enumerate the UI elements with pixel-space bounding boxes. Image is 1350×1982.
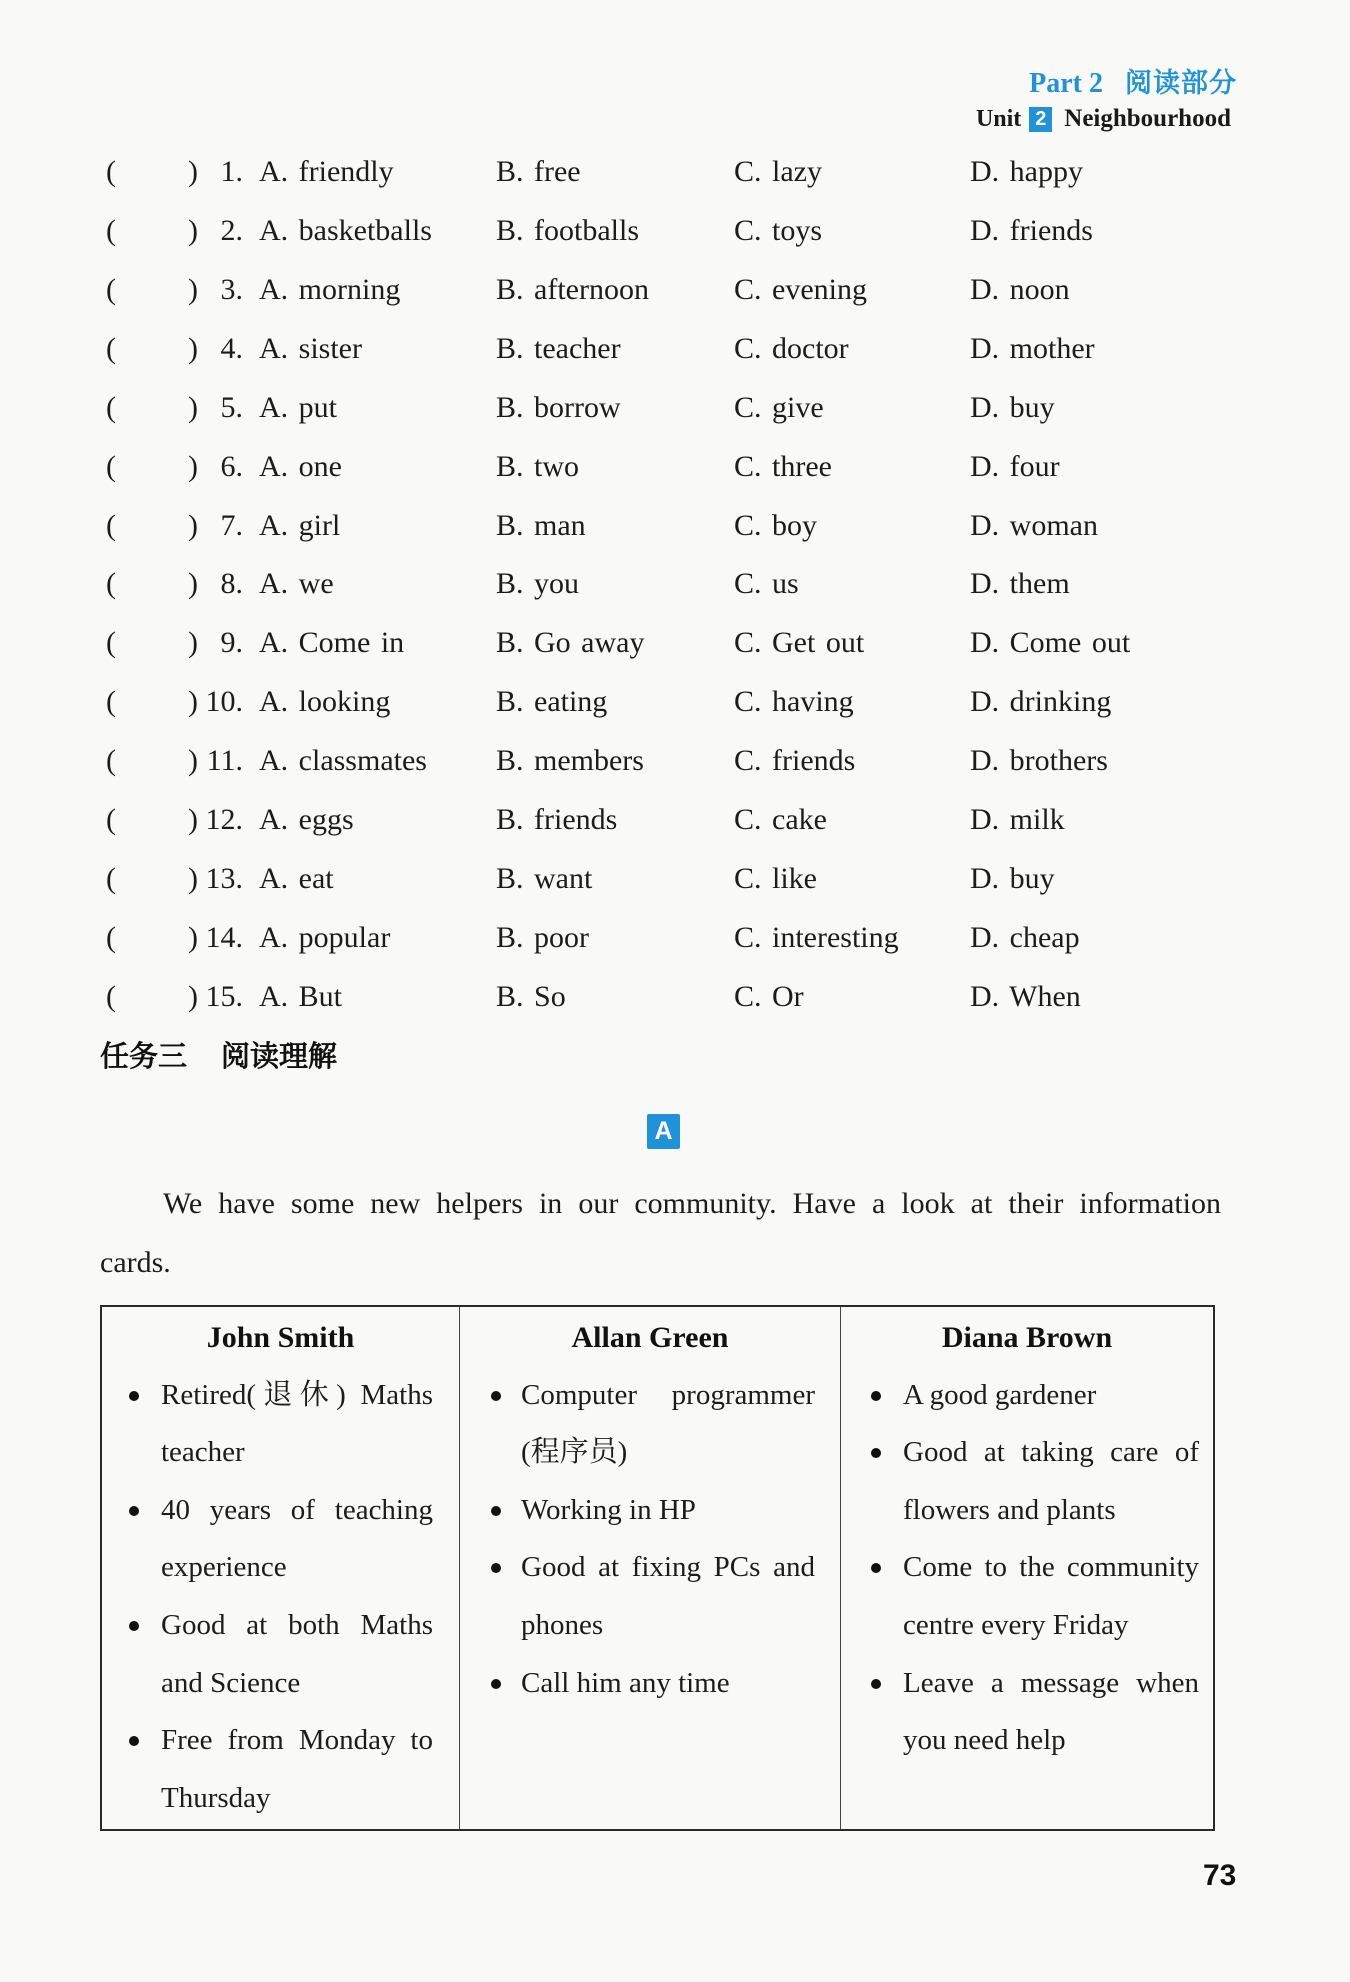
option-b: B. you	[496, 567, 580, 601]
option-a: A. basketballs	[259, 213, 432, 247]
option-d: D. friends	[970, 213, 1093, 247]
info-card-diana-brown	[840, 1307, 1213, 1829]
question-number: 12.	[205, 803, 243, 837]
option-b: B. poor	[496, 920, 589, 954]
option-d: D. buy	[970, 862, 1055, 896]
question-row	[0, 850, 1350, 909]
option-d: D. buy	[970, 390, 1055, 424]
question-number: 3.	[220, 272, 243, 306]
passage-text: We have some new helpers in our community. Have a look at their information cards.	[100, 1187, 1221, 1279]
card-name: John Smith	[206, 1321, 355, 1354]
card-items	[841, 1367, 1213, 1770]
option-c: C. Or	[734, 979, 804, 1013]
card-item	[102, 1712, 459, 1827]
option-d: D. happy	[970, 155, 1083, 188]
option-a: A. girl	[259, 508, 341, 542]
question-row	[0, 379, 1350, 438]
option-c: C. toys	[734, 213, 823, 247]
option-c: C. give	[734, 390, 824, 424]
option-c: C. cake	[734, 803, 827, 837]
unit-title: Neighbourhood	[1064, 105, 1231, 132]
answer-blank-open: (	[106, 920, 116, 954]
option-d: D. mother	[970, 331, 1095, 365]
card-item	[460, 1539, 840, 1654]
option-a: A. eat	[259, 862, 334, 896]
answer-blank-close: )	[188, 979, 198, 1013]
running-header-part	[1029, 66, 1237, 102]
bullet-dot	[871, 1448, 881, 1458]
question-row	[0, 202, 1350, 261]
answer-blank-close: )	[188, 744, 198, 778]
question-number: 15.	[205, 979, 243, 1013]
bullet-dot	[491, 1563, 501, 1573]
card-item	[460, 1367, 840, 1482]
option-c: C. interesting	[734, 920, 899, 954]
question-row	[0, 614, 1350, 673]
card-item	[841, 1655, 1213, 1770]
option-a: A. Come in	[259, 626, 405, 660]
option-a: A. popular	[259, 920, 391, 954]
card-item	[102, 1367, 459, 1482]
card-name: Diana Brown	[941, 1321, 1113, 1354]
option-b: B. teacher	[496, 331, 621, 365]
card-item-text: 40 years of teaching experience	[161, 1493, 433, 1584]
answer-blank-close: )	[188, 155, 198, 188]
answer-blank-close: )	[188, 213, 198, 247]
question-number: 1.	[220, 155, 243, 188]
option-d: D. noon	[970, 272, 1070, 306]
option-a: A. we	[259, 567, 334, 601]
question-row	[0, 791, 1350, 850]
question-number: 8.	[220, 567, 243, 601]
task-title: 阅读理解	[221, 1039, 338, 1073]
question-number: 14.	[205, 920, 243, 954]
answer-blank-open: (	[106, 803, 116, 837]
question-row	[0, 555, 1350, 614]
card-item	[460, 1655, 840, 1713]
card-item	[102, 1482, 459, 1597]
bullet-dot	[129, 1736, 139, 1746]
bullet-dot	[129, 1621, 139, 1631]
option-b: B. Go away	[496, 626, 645, 660]
card-item	[841, 1539, 1213, 1654]
option-d: D. cheap	[970, 920, 1080, 954]
option-b: B. two	[496, 449, 580, 483]
option-d: D. them	[970, 567, 1070, 601]
card-items	[460, 1367, 840, 1713]
info-card-allan-green	[459, 1307, 840, 1829]
question-row	[0, 143, 1350, 202]
card-item-text: Good at fixing PCs and phones	[521, 1551, 815, 1641]
card-item	[841, 1367, 1213, 1425]
card-item-text: Retired(退休) Maths teacher	[161, 1378, 433, 1469]
answer-blank-open: (	[106, 155, 116, 188]
answer-blank-close: )	[188, 685, 198, 719]
question-row	[0, 673, 1350, 732]
answer-blank-close: )	[188, 449, 198, 483]
question-row	[0, 438, 1350, 497]
answer-blank-close: )	[188, 390, 198, 424]
bullet-dot	[871, 1563, 881, 1573]
option-d: D. four	[970, 449, 1060, 483]
question-number: 5.	[220, 390, 243, 424]
answer-blank-close: )	[188, 508, 198, 542]
option-b: B. man	[496, 508, 586, 542]
card-item-text: Come to the community centre every Friday	[903, 1551, 1199, 1641]
bullet-dot	[129, 1391, 139, 1401]
option-d: D. When	[970, 979, 1081, 1013]
answer-blank-open: (	[106, 331, 116, 365]
unit-number-badge: 2	[1029, 107, 1052, 132]
question-number: 2.	[220, 213, 243, 247]
card-item	[102, 1597, 459, 1712]
card-item-text: A good gardener	[903, 1378, 1097, 1411]
answer-blank-close: )	[188, 331, 198, 365]
option-b: B. want	[496, 862, 593, 896]
option-d: D. woman	[970, 508, 1098, 542]
question-number: 13.	[205, 862, 243, 896]
option-c: C. friends	[734, 744, 856, 778]
answer-blank-open: (	[106, 449, 116, 483]
bullet-dot	[491, 1391, 501, 1401]
passage-badge: A	[647, 1114, 680, 1149]
option-a: A. put	[259, 390, 337, 424]
option-a: A. one	[259, 449, 342, 483]
option-b: B. members	[496, 744, 644, 778]
question-row	[0, 732, 1350, 791]
answer-blank-open: (	[106, 626, 116, 660]
card-item-text: Working in HP	[521, 1493, 696, 1526]
question-number: 6.	[220, 449, 243, 483]
task-number: 任务三	[100, 1039, 188, 1073]
answer-blank-open: (	[106, 685, 116, 719]
card-item	[841, 1424, 1213, 1539]
option-c: C. three	[734, 449, 832, 483]
answer-blank-close: )	[188, 803, 198, 837]
option-a: A. friendly	[259, 155, 394, 188]
option-a: A. But	[259, 979, 343, 1013]
card-item-text: Good at both Maths and Science	[161, 1608, 433, 1699]
answer-blank-open: (	[106, 213, 116, 247]
unit-label: Unit	[975, 106, 1022, 132]
bullet-dot	[491, 1506, 501, 1516]
question-number: 7.	[220, 508, 243, 542]
task-heading	[100, 1036, 337, 1076]
option-c: C. like	[734, 862, 817, 896]
option-c: C. us	[734, 567, 799, 601]
option-c: C. having	[734, 685, 854, 719]
answer-blank-open: (	[106, 979, 116, 1013]
answer-blank-open: (	[106, 508, 116, 542]
option-b: B. eating	[496, 685, 608, 719]
question-number: 10.	[205, 685, 243, 719]
answer-blank-open: (	[106, 862, 116, 896]
option-a: A. looking	[259, 685, 391, 719]
question-row	[0, 261, 1350, 320]
option-c: C. Get out	[734, 626, 865, 660]
card-item-text: Good at taking care of flowers and plants	[903, 1436, 1199, 1526]
info-cards-table	[100, 1305, 1215, 1831]
option-a: A. eggs	[259, 803, 354, 837]
card-item-text: Computer programmer (程序员)	[521, 1378, 815, 1469]
option-b: B. afternoon	[496, 272, 649, 306]
question-number: 4.	[220, 331, 243, 365]
option-c: C. boy	[734, 508, 818, 542]
running-header-unit	[976, 104, 1231, 134]
answer-blank-open: (	[106, 390, 116, 424]
answer-blank-close: )	[188, 920, 198, 954]
section-label: 阅读部分	[1125, 68, 1237, 99]
answer-blank-close: )	[188, 626, 198, 660]
option-c: C. lazy	[734, 155, 822, 188]
option-d: D. brothers	[970, 744, 1108, 778]
card-items	[102, 1367, 459, 1828]
question-number: 11.	[206, 744, 243, 778]
card-item-text: Leave a message when you need help	[903, 1666, 1199, 1757]
option-a: A. sister	[259, 331, 362, 365]
bullet-dot	[871, 1391, 881, 1401]
answer-blank-open: (	[106, 744, 116, 778]
bullet-dot	[129, 1506, 139, 1516]
info-card-john-smith	[102, 1307, 459, 1829]
answer-blank-open: (	[106, 272, 116, 306]
option-d: D. milk	[970, 803, 1065, 837]
bullet-dot	[871, 1679, 881, 1689]
option-d: D. drinking	[970, 685, 1112, 719]
option-a: A. morning	[259, 272, 401, 306]
option-b: B. friends	[496, 803, 618, 837]
question-row	[0, 497, 1350, 556]
answer-blank-close: )	[188, 272, 198, 306]
answer-blank-close: )	[188, 862, 198, 896]
part-label: Part 2	[1029, 68, 1103, 99]
card-item	[460, 1482, 840, 1540]
bullet-dot	[491, 1679, 501, 1689]
option-b: B. footballs	[496, 213, 639, 247]
option-c: C. doctor	[734, 331, 849, 365]
option-b: B. borrow	[496, 390, 621, 424]
question-row	[0, 909, 1350, 968]
question-number: 9.	[220, 626, 243, 660]
card-name: Allan Green	[571, 1321, 729, 1354]
answer-blank-open: (	[106, 567, 116, 601]
question-row	[0, 320, 1350, 379]
answer-blank-close: )	[188, 567, 198, 601]
option-c: C. evening	[734, 272, 867, 306]
page-number: 73	[1203, 1859, 1237, 1892]
card-item-text: Call him any time	[521, 1666, 730, 1699]
card-item-text: Free from Monday to Thursday	[161, 1724, 433, 1814]
option-b: B. free	[496, 155, 581, 188]
question-row	[0, 968, 1350, 1027]
question-list	[0, 143, 1350, 1027]
option-a: A. classmates	[259, 744, 427, 778]
option-d: D. Come out	[970, 626, 1131, 660]
option-b: B. So	[496, 979, 566, 1013]
